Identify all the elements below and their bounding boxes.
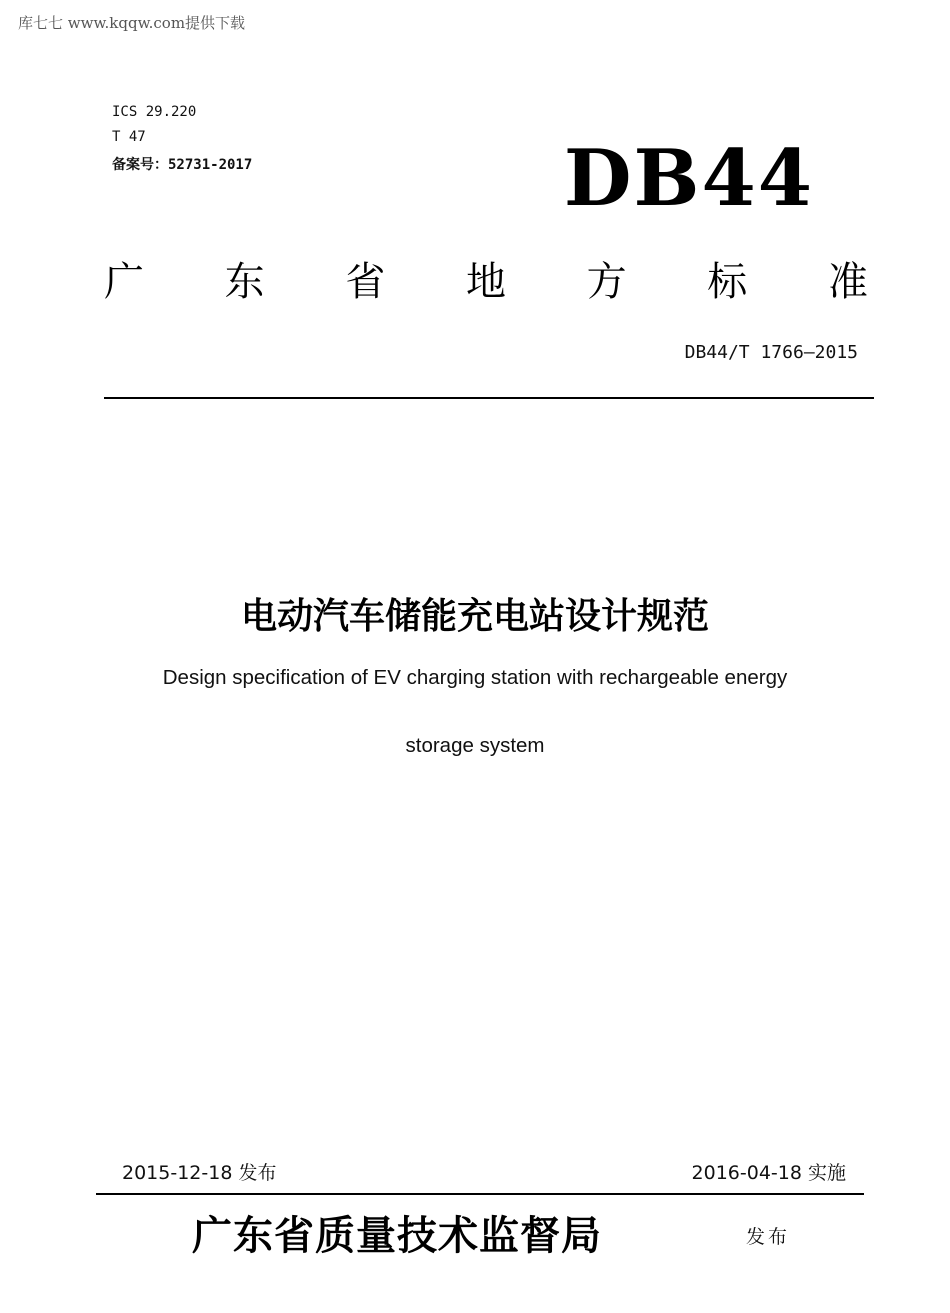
standard-type-char: 准	[827, 259, 868, 305]
standard-type-char: 广	[104, 259, 144, 305]
issue-label: 发布	[746, 1226, 791, 1248]
standard-type-char: 方	[586, 259, 627, 305]
implementation-date: 2016-04-18 实施	[691, 1162, 846, 1184]
record-number: 备案号：52731-2017	[112, 157, 253, 173]
ics-code: ICS 29.220	[112, 104, 197, 120]
title-english-line1: Design specification of EV charging station with rechargeable energy	[162, 666, 788, 689]
top-divider	[104, 397, 874, 399]
standard-type	[104, 250, 868, 307]
issuing-authority: 广东省质量技术监督局	[192, 1212, 602, 1259]
standard-type-char: 标	[707, 259, 748, 305]
watermark: 库七七 www.kqqw.com提供下载	[18, 14, 246, 32]
standard-type-char: 省	[345, 259, 386, 305]
category-code: T 47	[112, 129, 146, 145]
title-chinese: 电动汽车储能充电站设计规范	[240, 596, 709, 637]
bottom-divider	[96, 1193, 864, 1195]
standard-type-char: 东	[224, 259, 265, 305]
db-logo: DB44	[563, 133, 814, 224]
standard-type-char: 地	[465, 259, 506, 305]
standard-number: DB44/T 1766—2015	[684, 342, 858, 363]
issue-date: 2015-12-18 发布	[122, 1162, 277, 1184]
title-english-line2: storage system	[405, 734, 545, 757]
